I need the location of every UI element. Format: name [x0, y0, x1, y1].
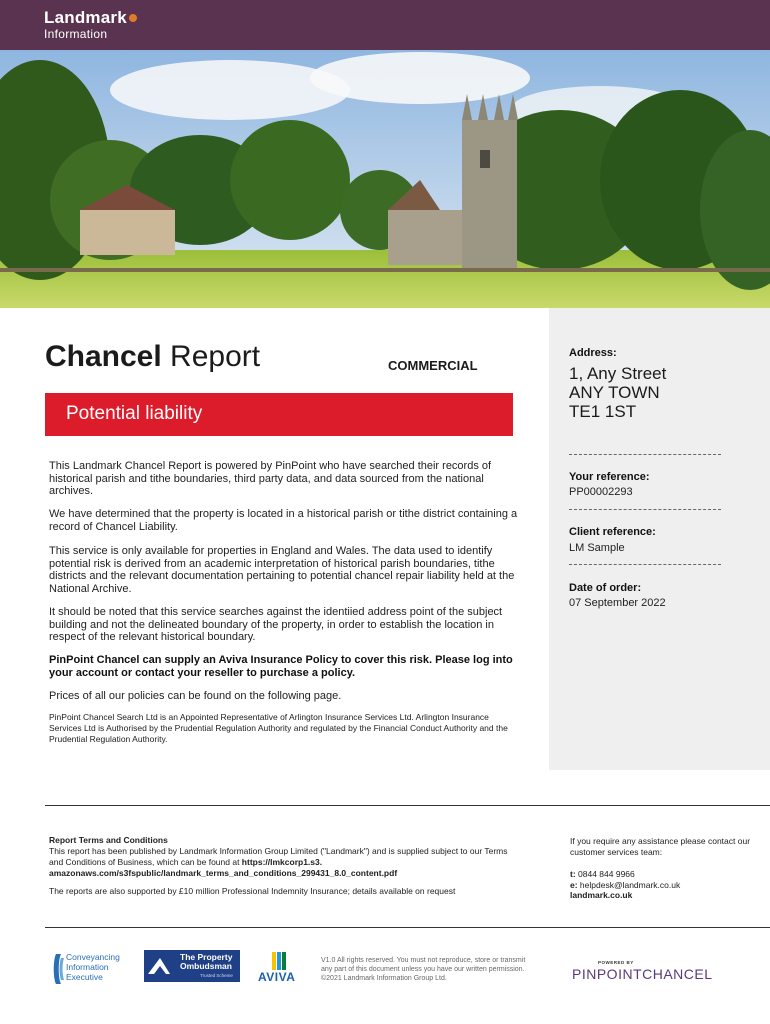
report-title-bold: Chancel	[45, 340, 162, 373]
cle-line-2: Information	[66, 962, 109, 972]
order-date-value: 07 September 2022	[569, 597, 666, 609]
logo-wordmark: Landmark	[44, 8, 127, 27]
address-line-1: 1, Any Street	[569, 364, 667, 383]
aviva-logo	[256, 950, 306, 984]
email-address[interactable]: helpdesk@landmark.co.uk	[577, 879, 681, 890]
logo-dot-icon	[129, 14, 137, 22]
client-reference-label: Client reference:	[569, 526, 656, 538]
phone-number[interactable]: 0844 844 9966	[575, 869, 635, 879]
hero-church-photo	[0, 50, 770, 308]
address-line-3: TE1 1ST	[569, 402, 637, 421]
website-link[interactable]: landmark.co.uk	[570, 890, 633, 900]
aviva-wordmark: AVIVA	[258, 970, 296, 984]
insurance-callout: PinPoint Chancel can supply an Aviva Insurance Policy to cover this risk. Please log into your account or contact your reseller to purchase a policy.	[49, 654, 513, 679]
determination-paragraph: We have determined that the property is located in a historical parish or tithe district containing a record of Chancel Liability.	[49, 508, 518, 533]
your-reference-label: Your reference:	[569, 471, 650, 483]
report-title-rest: Report	[161, 340, 261, 373]
terms-title: Report Terms and Conditions	[49, 835, 168, 845]
client-reference-value: LM Sample	[569, 542, 625, 554]
tpo-line-3: Trusted Scheme	[200, 973, 233, 978]
address-line-2: ANY TOWN	[569, 383, 660, 402]
cle-line-3: Executive	[66, 972, 103, 982]
regulatory-note: PinPoint Chancel Search Ltd is an Appointed Representative of Arlington Insurance Services Ltd. Arlington Insurance Services Ltd is Authorised by the Prudential Regulation Authority and regulated by the Financial Conduct Authority and the Prudential Regulation Authority.	[49, 712, 508, 744]
copyright-notice: V1.0 All rights reserved. You must not reproduce, store or transmit any part of this document unless you have our written permission. ©2021 Landmark Information Group Ltd.	[321, 957, 526, 982]
logo-subtitle: Information	[44, 27, 108, 41]
pinpoint-chancel-logo	[572, 960, 712, 984]
help-intro: If you require any assistance please contact our customer services team:	[570, 836, 751, 857]
conveyancing-information-executive-logo	[52, 952, 142, 986]
contact-details	[570, 869, 760, 901]
terms-body: This report has been published by Landmark Information Group Limited ("Landmark") and is supplied subject to our Terms and Conditions of Business, which can be found at	[49, 846, 508, 867]
service-scope-paragraph: This service is only available for properties in England and Wales. The data used to identify potential risk is derived from an academic interpretation of historical parish boundaries, tithe districts and the relevant documentation pertaining to potential chancel repair liability held at the National Archive.	[49, 545, 515, 595]
address-label: Address:	[569, 347, 617, 359]
report-type-tag: COMMERCIAL	[388, 358, 478, 373]
terms-text	[49, 846, 519, 879]
section-rule	[45, 805, 770, 806]
divider	[569, 454, 721, 455]
liability-banner: Potential liability	[45, 393, 513, 436]
tpo-line-2: Ombudsman	[180, 961, 232, 971]
email-label: e:	[570, 879, 578, 890]
divider	[569, 564, 721, 565]
header-bar	[0, 0, 770, 50]
footer-rule	[45, 927, 770, 928]
report-title	[45, 340, 260, 374]
cle-line-1: Conveyancing	[66, 952, 120, 962]
landmark-logo[interactable]	[44, 9, 137, 41]
intro-paragraph: This Landmark Chancel Report is powered by PinPoint who have searched their records of historical parish and tithe boundaries, third party data, and data sourced from the national archives.	[49, 460, 492, 497]
divider	[569, 509, 721, 510]
terms-block	[49, 835, 519, 879]
tpo-line-1: The Property	[180, 952, 233, 962]
help-block	[570, 836, 760, 901]
chancel-wordmark: CHANCEL	[642, 966, 713, 982]
property-ombudsman-logo	[144, 950, 240, 982]
pinpoint-wordmark: PINPOINT	[572, 966, 643, 982]
address-point-paragraph: It should be noted that this service searches against the identiied address point of the subject building and not the delineated boundary of the property, in order to establish the location in respect of the relevant historical boundary.	[49, 606, 503, 643]
your-reference-value: PP00002293	[569, 486, 633, 498]
terms-link[interactable]: https://lmkcorp1.s3. amazonaws.com/s3fspublic/landmark_terms_and_conditions_299431_8.0_content.pdf	[49, 857, 398, 878]
powered-by-label: POWERED BY	[598, 960, 634, 965]
prices-note: Prices of all our policies can be found on the following page.	[49, 690, 342, 702]
insurance-note: The reports are also supported by £10 million Professional Indemnity Insurance; details available on request	[49, 886, 456, 896]
order-date-label: Date of order:	[569, 582, 642, 594]
phone-label: t:	[570, 869, 576, 879]
address-block	[569, 364, 666, 421]
